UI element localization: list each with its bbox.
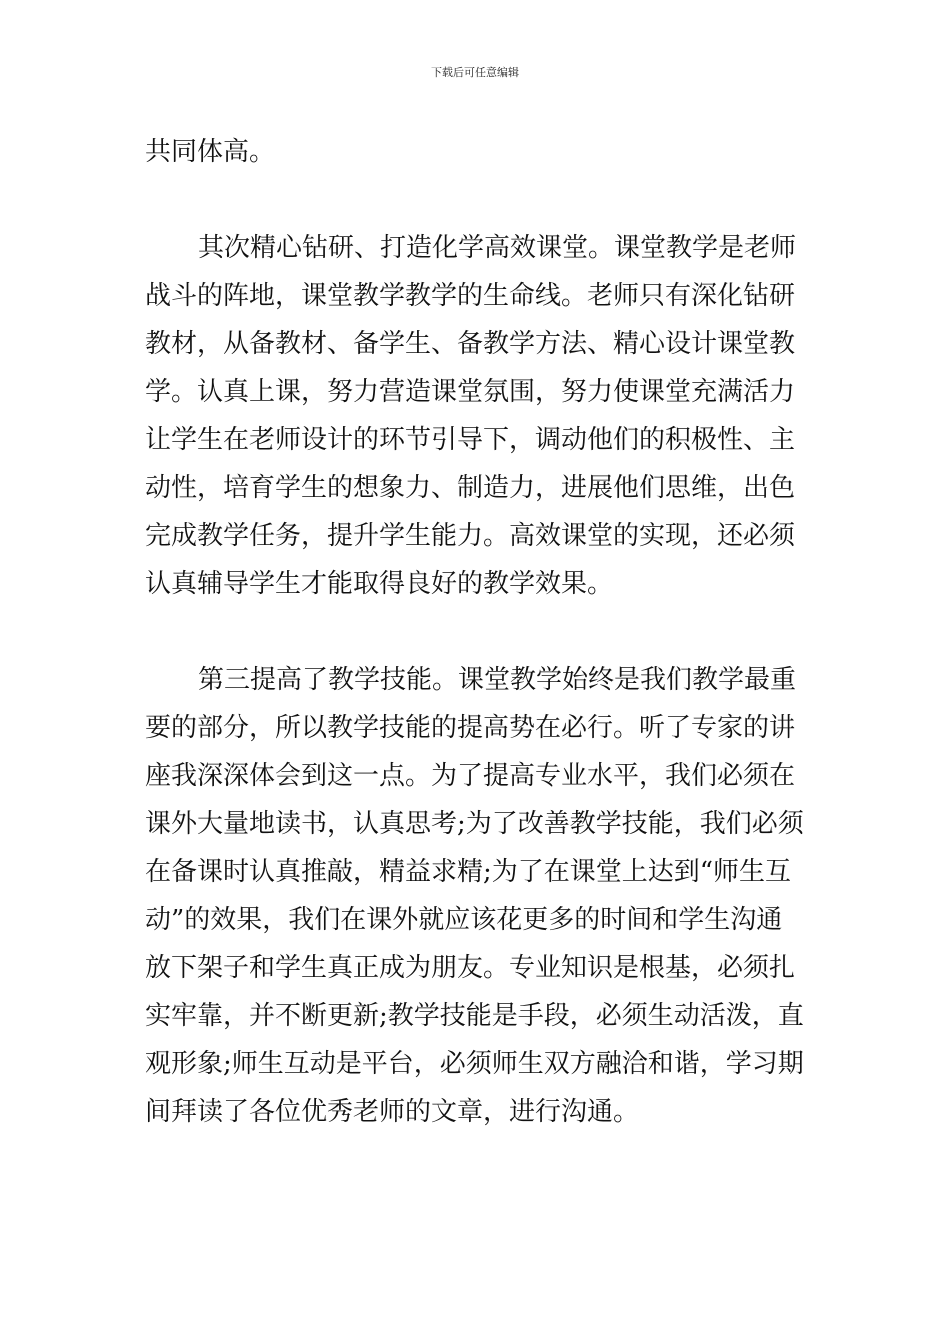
paragraph-3-line-8: 实牢靠，并不断更新;教学技能是手段，必须生动活泼，直 [145, 1001, 804, 1031]
paragraph-3-line-10: 间拜读了各位优秀老师的文章，进行沟通。 [145, 1097, 640, 1127]
paragraph-2-line-3: 教材，从备教材、备学生、备教学方法、精心设计课堂教 [145, 329, 796, 359]
paragraph-1-line-1: 共同体高。 [145, 137, 276, 167]
paragraph-2-line-2: 战斗的阵地，课堂教学教学的生命线。老师只有深化钻研 [145, 281, 796, 311]
paragraph-2-line-4: 学。认真上课，努力营造课堂氛围，努力使课堂充满活力 [145, 377, 796, 407]
paragraph-2-line-5: 让学生在老师设计的环节引导下，调动他们的积极性、主 [145, 425, 796, 455]
paragraph-3-line-7: 放下架子和学生真正成为朋友。专业知识是根基，必须扎 [145, 953, 796, 983]
paragraph-2-line-1: 其次精心钻研、打造化学高效课堂。课堂教学是老师 [198, 233, 797, 263]
paragraph-3-line-1: 第三提高了教学技能。课堂教学始终是我们教学最重 [198, 665, 797, 695]
paragraph-3-line-2: 要的部分，所以教学技能的提高势在必行。听了专家的讲 [145, 713, 796, 743]
paragraph-3-line-3: 座我深深体会到这一点。为了提高专业水平，我们必须在 [145, 761, 796, 791]
paragraph-3-line-4: 课外大量地读书，认真思考;为了改善教学技能，我们必须 [145, 809, 804, 839]
paragraph-2-line-8: 认真辅导学生才能取得良好的教学效果。 [145, 569, 614, 599]
paragraph-2-line-7: 完成教学任务，提升学生能力。高效课堂的实现，还必须 [145, 521, 796, 551]
paragraph-3-line-5: 在备课时认真推敲，精益求精;为了在课堂上达到“师生互 [145, 857, 792, 887]
paragraph-3-line-6: 动”的效果，我们在课外就应该花更多的时间和学生沟通 [145, 905, 783, 935]
paragraph-2-line-6: 动性，培育学生的想象力、制造力，进展他们思维，出色 [145, 473, 796, 503]
page-header: 下载后可任意编辑 [431, 66, 519, 79]
paragraph-3-line-9: 观形象;师生互动是平台，必须师生双方融洽和谐，学习期 [145, 1049, 804, 1079]
